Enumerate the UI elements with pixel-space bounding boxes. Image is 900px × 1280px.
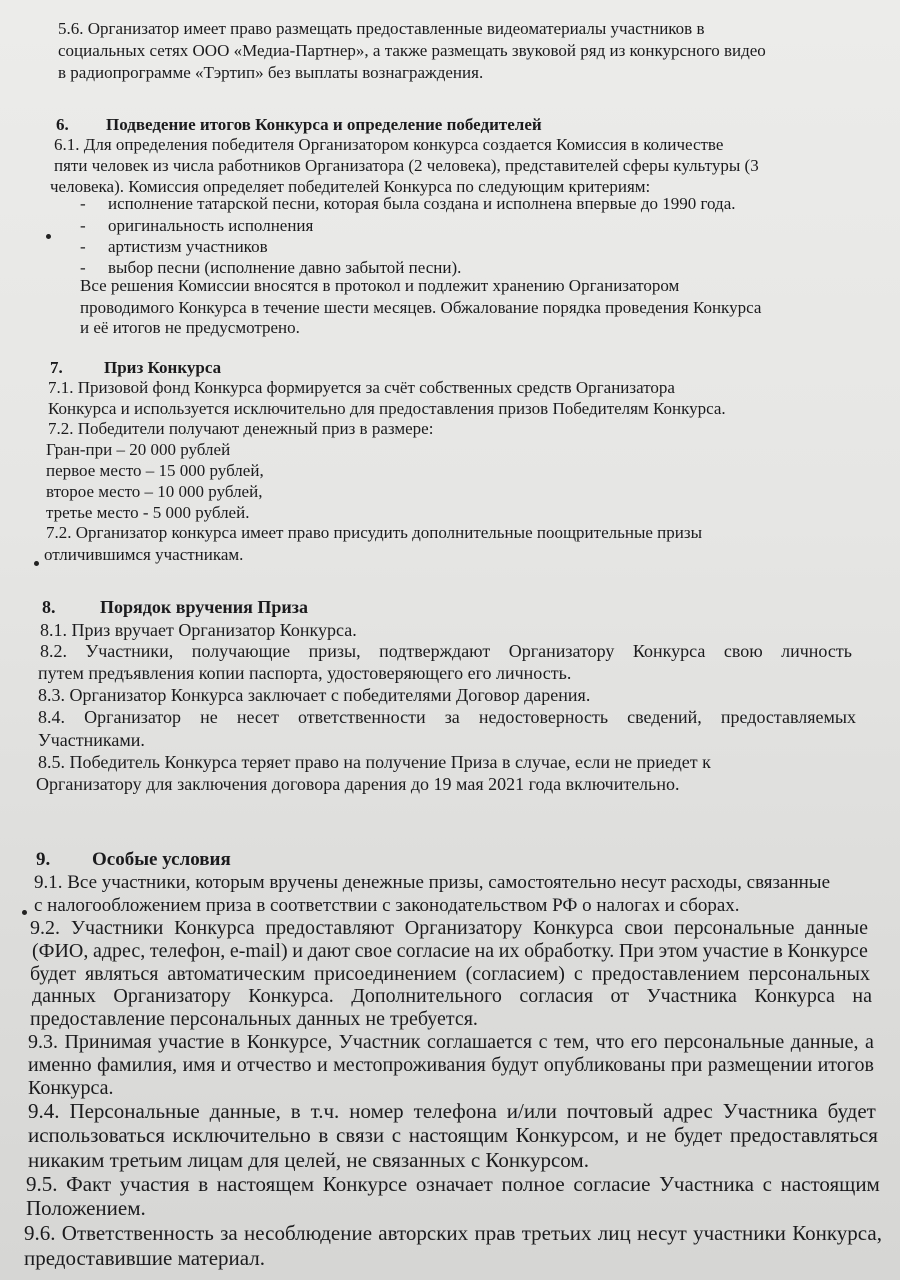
- paragraph-5-6-line-3: в радиопрограмме «Тэртип» без выплаты вознаграждения.: [58, 63, 484, 82]
- criteria-item-3: артистизм участников: [108, 237, 268, 256]
- section-7-line-8: 7.2. Организатор конкурса имеет право присудить дополнительные поощрительные призы: [46, 523, 703, 542]
- paragraph-5-6-line-1: 5.6. Организатор имеет право размещать предоставленные видеоматериалы участников в: [58, 19, 705, 38]
- paragraph-9-3-line-3: Конкурса.: [28, 1077, 114, 1099]
- paragraph-9-1-line-2: с налогообложением приза в соответствии с законодательством РФ о налогах и сборах.: [34, 895, 740, 916]
- section-7-line-9: отличившимся участникам.: [44, 545, 244, 564]
- paragraph-9-5-line-1: 9.5. Факт участия в настоящем Конкурсе означает полное согласие Участника с настоящим: [26, 1172, 880, 1196]
- paragraph-8-1: 8.1. Приз вручает Организатор Конкурса.: [40, 620, 357, 640]
- criteria-item-1: исполнение татарской песни, которая была создана и исполнена впервые до 1990 года.: [108, 194, 736, 213]
- paragraph-9-2-line-3: будет являться автоматическим присоединением (согласием) с предоставлением персональных: [30, 963, 870, 985]
- section-9-number: 9.: [36, 849, 51, 870]
- section-7-title: Приз Конкурса: [104, 358, 222, 377]
- paragraph-8-3: 8.3. Организатор Конкурса заключает с победителями Договор дарения.: [38, 685, 591, 705]
- criteria-item-4: выбор песни (исполнение давно забытой песни).: [108, 258, 462, 277]
- section-8-title: Порядок вручения Приза: [100, 597, 308, 617]
- paragraph-9-2-line-2: (ФИО, адрес, телефон, e-mail) и дают свое согласие на их обработку. При этом участие в Конкурсе: [32, 940, 868, 962]
- section-7-number: 7.: [50, 358, 63, 377]
- closing-line-3: и её итогов не предусмотрено.: [80, 318, 300, 337]
- paragraph-8-2-line-1: 8.2. Участники, получающие призы, подтверждают Организатору Конкурса свою личность: [40, 641, 852, 661]
- prize-second: второе место – 10 000 рублей,: [46, 482, 263, 501]
- paragraph-8-4-line-1: 8.4. Организатор не несет ответственности за недостоверность сведений, предоставляемых: [38, 707, 856, 727]
- criteria-bullet: -: [80, 258, 86, 277]
- paper-speck: [46, 234, 51, 239]
- criteria-bullet: -: [80, 194, 86, 213]
- paragraph-8-5-line-1: 8.5. Победитель Конкурса теряет право на получение Приза в случае, если не приедет к: [38, 752, 711, 772]
- section-8-number: 8.: [42, 597, 56, 617]
- paragraph-9-3-line-2: именно фамилия, имя и отчество и местопроживания будут опубликованы при размещении итогов: [28, 1054, 874, 1076]
- paragraph-5-6-line-2: социальных сетях ООО «Медиа-Партнер», а также размещать звуковой ряд из конкурсного видео: [58, 41, 766, 60]
- paragraph-9-3-line-1: 9.3. Принимая участие в Конкурсе, Участник соглашается с тем, что его персональные данные, а: [28, 1031, 874, 1053]
- prize-third: третье место - 5 000 рублей.: [46, 503, 250, 522]
- paragraph-6-1-line-1: 6.1. Для определения победителя Организатором конкурса создается Комиссия в количестве: [54, 135, 724, 154]
- paragraph-9-4-line-2: использоваться исключительно в связи с настоящим Конкурсом, и не будет предоставляться: [28, 1123, 878, 1147]
- paragraph-8-4-line-2: Участниками.: [38, 730, 145, 750]
- section-9-title: Особые условия: [92, 849, 231, 870]
- paragraph-9-5-line-2: Положением.: [26, 1196, 146, 1220]
- paragraph-9-4-line-1: 9.4. Персональные данные, в т.ч. номер телефона и/или почтовый адрес Участника будет: [28, 1099, 876, 1123]
- paragraph-9-1-line-1: 9.1. Все участники, которым вручены денежные призы, самостоятельно несут расходы, связанные: [34, 872, 830, 893]
- paragraph-9-6-line-2: предоставившие материал.: [24, 1246, 266, 1270]
- paragraph-6-1-line-2: пяти человек из числа работников Организатора (2 человека), представителей сферы культуры (3: [54, 156, 759, 175]
- paper-speck: [34, 561, 39, 566]
- section-7-line-3: 7.2. Победители получают денежный приз в размере:: [48, 419, 434, 438]
- paragraph-6-1-line-3: человека). Комиссия определяет победителей Конкурса по следующим критериям:: [50, 177, 651, 196]
- closing-line-2: проводимого Конкурса в течение шести месяцев. Обжалование порядка проведения Конкурса: [80, 298, 762, 317]
- paragraph-8-5-line-2: Организатору для заключения договора дарения до 19 мая 2021 года включительно.: [36, 774, 680, 794]
- section-7-line-1: 7.1. Призовой фонд Конкурса формируется за счёт собственных средств Организатора: [48, 378, 675, 397]
- section-7-line-2: Конкурса и используется исключительно для предоставления призов Победителям Конкурса.: [48, 399, 726, 418]
- paragraph-9-2-line-1: 9.2. Участники Конкурса предоставляют Организатору Конкурса свои персональные данные: [30, 917, 868, 939]
- criteria-bullet: -: [80, 237, 86, 256]
- section-6-title: Подведение итогов Конкурса и определение победителей: [106, 115, 542, 134]
- criteria-bullet: -: [80, 216, 86, 235]
- paragraph-9-4-line-3: никаким третьим лицам для целей, не связанных с Конкурсом.: [28, 1148, 589, 1172]
- section-6-number: 6.: [56, 115, 69, 134]
- prize-first: первое место – 15 000 рублей,: [46, 461, 264, 480]
- closing-line-1: Все решения Комиссии вносятся в протокол и подлежит хранению Организатором: [80, 276, 680, 295]
- criteria-item-2: оригинальность исполнения: [108, 216, 314, 235]
- paragraph-8-2-line-2: путем предъявления копии паспорта, удостоверяющего его личность.: [38, 663, 572, 683]
- paper-speck: [22, 910, 27, 915]
- paragraph-9-2-line-5: предоставление персональных данных не требуется.: [30, 1008, 478, 1030]
- paragraph-9-2-line-4: данных Организатору Конкурса. Дополнительного согласия от Участника Конкурса на: [32, 985, 872, 1007]
- paragraph-9-6-line-1: 9.6. Ответственность за несоблюдение авторских прав третьих лиц несут участники Конкурса,: [24, 1221, 882, 1245]
- prize-grand: Гран-при – 20 000 рублей: [46, 440, 231, 459]
